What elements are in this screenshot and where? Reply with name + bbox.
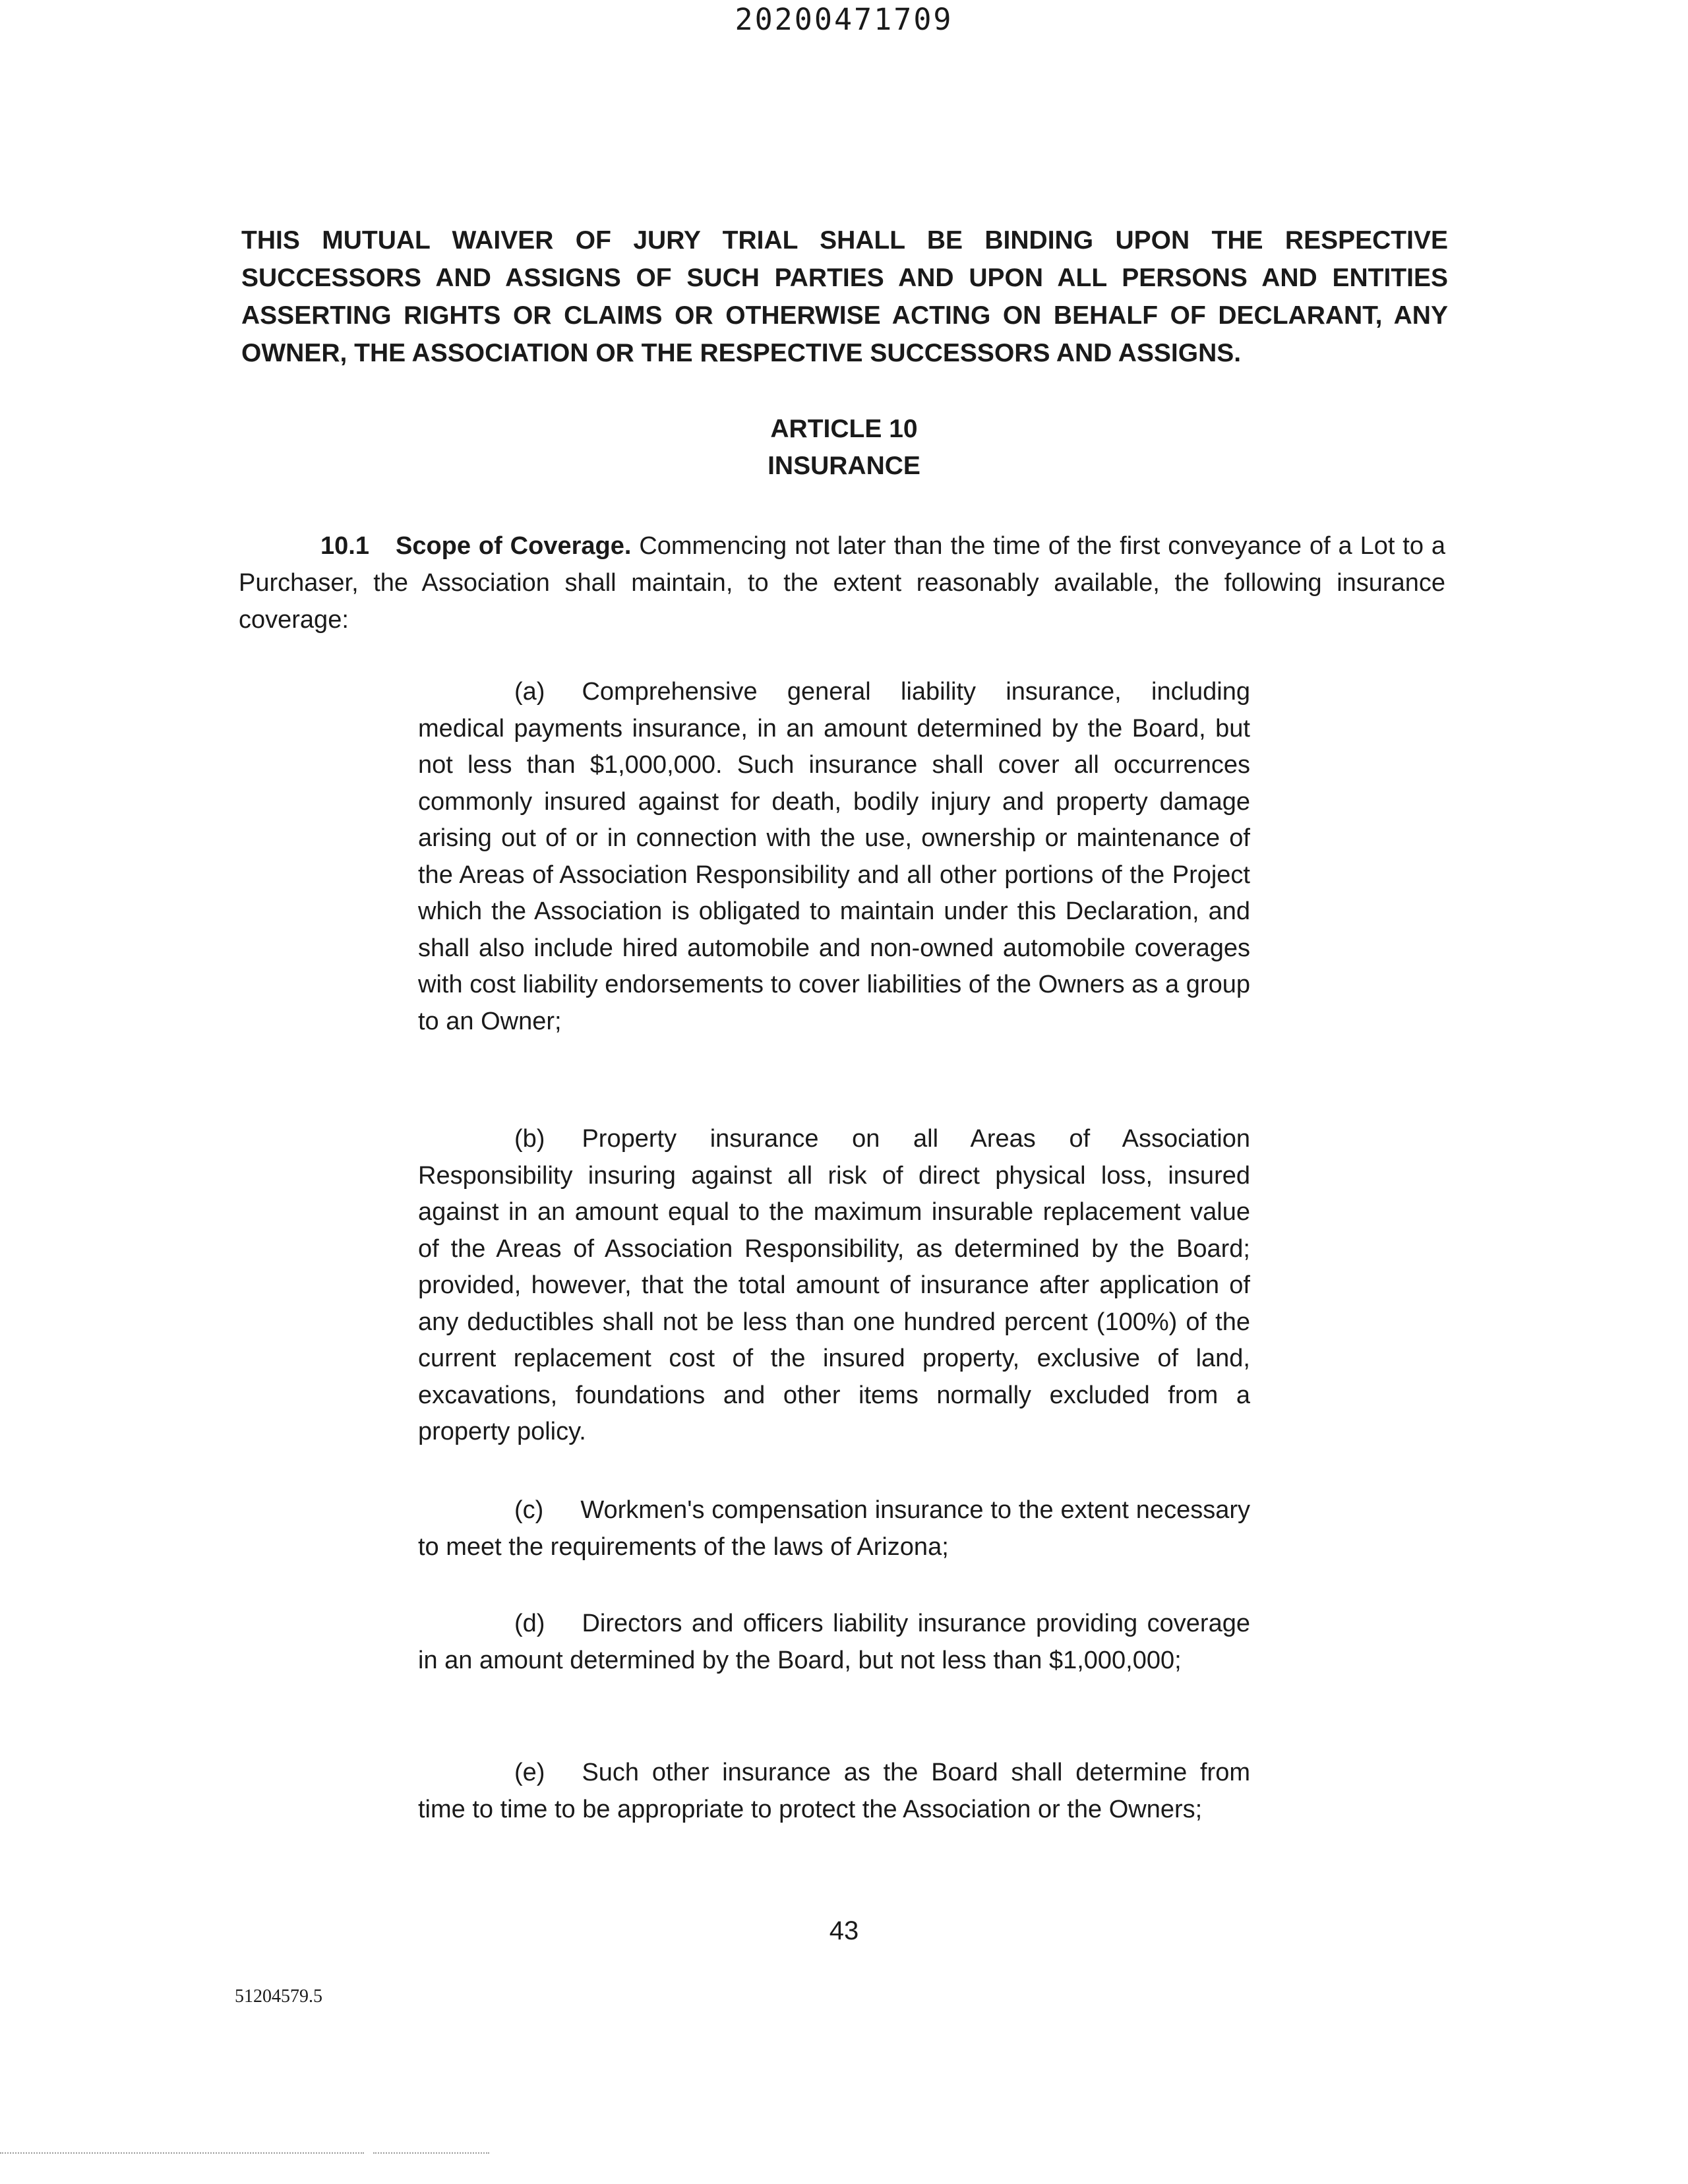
item-text: Such other insurance as the Board shall determine from time to time to be appropriate to protect the Association or the Owners;: [418, 1759, 1250, 1823]
page-number: 43: [829, 1916, 859, 1945]
item-text: Workmen's compensation insurance to the extent necessary to meet the requirements of the laws of Arizona;: [418, 1496, 1250, 1561]
item-text: Comprehensive general liability insurance, including medical payments insurance, in an amount determined by the Board, but not less than $1,000,000. Such insurance shall cover all occurrences commonly insured against for death, bodily injury and property damage arising out of or in connection with the use, ownership or maintenance of the Areas of Association Responsibility and all other portions of the Project which the Association is obligated to maintain under this Declaration, and shall also include hired automobile and non-owned automobile coverages with cost liability endorsements to cover liabilities of the Owners as a group to an Owner;: [418, 678, 1250, 1035]
scan-artifact-line: [0, 2152, 364, 2154]
section-text: Commencing not later than the time of the first conveyance of a Lot to a Purchaser, the Association shall maintain, to the extent reasonably available, the following insurance coverage:: [239, 532, 1446, 634]
section-title: Scope of Coverage.: [395, 532, 632, 560]
item-label: (b): [514, 1125, 545, 1153]
recording-number: 20200471709: [735, 2, 953, 37]
section-10-1: [239, 528, 1445, 638]
coverage-item-a: [418, 674, 1250, 1040]
item-label: (d): [514, 1610, 545, 1637]
article-number: ARTICLE 10: [770, 415, 918, 443]
item-label: (a): [514, 678, 545, 706]
coverage-item-b: [418, 1121, 1250, 1451]
jury-waiver-paragraph: THIS MUTUAL WAIVER OF JURY TRIAL SHALL BE BINDING UPON THE RESPECTIVE SUCCESSORS AND ASSIGNS OF SUCH PARTIES AND UPON ALL PERSONS AND ENTITIES ASSERTING RIGHTS OR CLAIMS OR OTHERWISE ACTING ON BEHALF OF DECLARANT, ANY OWNER, THE ASSOCIATION OR THE RESPECTIVE SUCCESSORS AND ASSIGNS.: [241, 226, 1448, 367]
coverage-item-d: [418, 1606, 1250, 1679]
item-text: Property insurance on all Areas of Association Responsibility insuring against all risk of direct physical loss, insured against in an amount equal to the maximum insurable replacement value of the Areas of Association Responsibility, as determined by the Board; provided, however, that the total amount of insurance after application of any deductibles shall not be less than one hundred percent (100%) of the current replacement cost of the insured property, exclusive of land, excavations, foundations and other items normally excluded from a property policy.: [418, 1125, 1250, 1445]
coverage-item-c: [418, 1492, 1250, 1565]
item-label: (e): [514, 1759, 545, 1786]
scan-artifact-line: [373, 2152, 489, 2154]
document-id: 51204579.5: [235, 1986, 322, 2007]
section-number: 10.1: [320, 532, 369, 560]
item-label: (c): [514, 1496, 544, 1524]
item-text: Directors and officers liability insurance providing coverage in an amount determined by the Board, but not less than $1,000,000;: [418, 1610, 1250, 1674]
coverage-item-e: [418, 1755, 1250, 1828]
article-title: INSURANCE: [768, 452, 920, 480]
